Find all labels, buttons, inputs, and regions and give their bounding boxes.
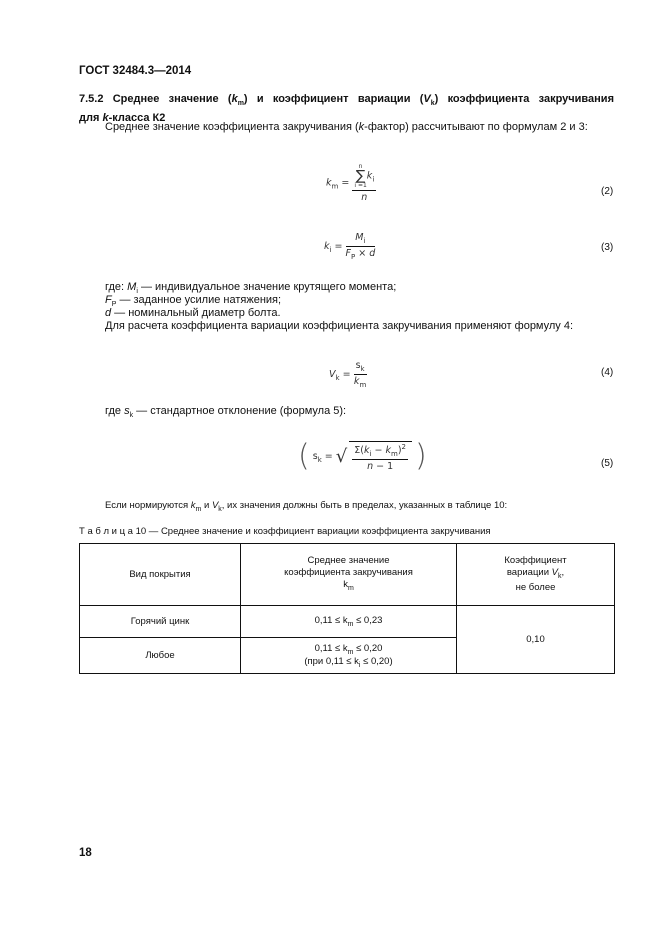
header-coating-type: Вид покрытия (80, 544, 241, 606)
formula-3-fraction: $\frac{M_i}{F_P \times d}$ (345, 232, 376, 261)
table-row (80, 606, 615, 638)
section-heading-line-2: для k-класса К2 (79, 112, 166, 125)
intro-paragraph: Среднее значение коэффициента закручивания (k-фактор) рассчитывают по формулам 2 и 3: (105, 121, 588, 133)
formula-3: $k_i$ = $\frac{M_i}{F_P \times d}$ (324, 232, 376, 261)
section-heading-line-1: 7.5.2 Среднее значение $(k_m)$ и коэффициент вариации $(V_k)$ коэффициента закручивания (79, 93, 614, 108)
formula-4: $V_k$ = $\frac{s_k}{k_m}$ (329, 360, 367, 389)
formula-2-fraction: n ∑ i =1 $k_i$ n (354, 163, 375, 203)
cell-hot-zinc-range: $0,11 \le k_m \le 0,23$ (241, 606, 457, 638)
formula-5: ( $s_k$ = √ $\frac{\Sigma(k_i - k_m)^2}{n - 1}$ ) (298, 438, 427, 474)
formula-2: $k_m$ = n ∑ i =1 $k_i$ n (326, 163, 375, 203)
where-line-d: d — номинальный диаметр болта. (105, 307, 281, 319)
formula-4-fraction: $\frac{s_k}{k_m}$ (353, 360, 367, 389)
page-number: 18 (79, 847, 92, 859)
equation-number-5: (5) (601, 458, 614, 469)
where-line-s: где $s_k$ — стандартное отклонение (формула 5): (105, 405, 347, 420)
where-line-f: $F_P$ — заданное усилие натяжения; (105, 294, 282, 309)
header-variation-coefficient: Коэффициент вариации $V_k$, не более (457, 544, 615, 606)
table-caption: Т а б л и ц а 10 — Среднее значение и коэффициент вариации коэффициента закручивания (79, 526, 491, 537)
cell-any-range: $0,11 \le k_m \le 0,20$ (при $0,11 \le k_i \le 0,20$) (241, 638, 457, 674)
variation-paragraph: Для расчета коэффициента вариации коэффициента закручивания применяют формулу 4: (105, 320, 574, 332)
page-header: ГОСТ 32484.3—2014 (79, 65, 192, 77)
table-header-row (80, 544, 615, 606)
cell-any: Любое (80, 638, 241, 674)
sqrt-sign: √ (335, 446, 348, 468)
cell-hot-zinc: Горячий цинк (80, 606, 241, 638)
equation-number-3: (3) (601, 242, 614, 253)
table-10 (79, 543, 615, 674)
where-line-m: где: $M_i$ — индивидуальное значение крутящего момента; (105, 281, 397, 296)
equation-number-4: (4) (601, 367, 614, 378)
cell-variation-value: 0,10 (457, 606, 615, 674)
equation-number-2: (2) (601, 186, 614, 197)
header-mean-value: Среднее значение коэффициента закручивания $k_m$ (241, 544, 457, 606)
formula-5-radicand: $\frac{\Sigma(k_i - k_m)^2}{n - 1}$ (349, 441, 412, 472)
limits-paragraph: Если нормируются $k_m$ и $V_k$, их значения должны быть в пределах, указанных в таблице 10: (105, 500, 508, 513)
